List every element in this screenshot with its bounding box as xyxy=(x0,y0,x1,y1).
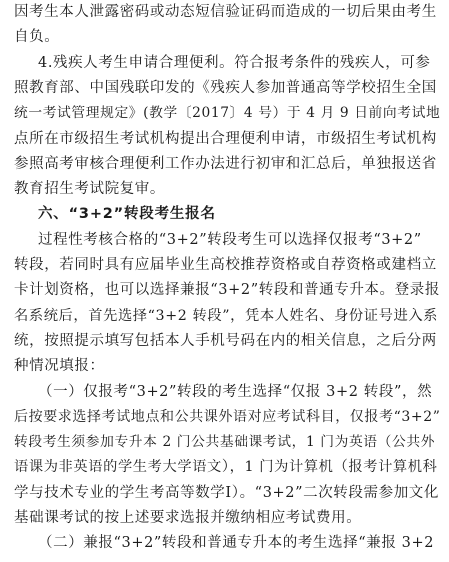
text-line: 照教育部、中国残联印发的《残疾人参加普通高等学校招生全国 xyxy=(14,79,437,96)
text-line: 过程性考核合格的“3+2”转段考生可以选择仅报考“3+2” xyxy=(38,231,422,248)
text-line: 卡计划资格，也可以选择兼报“3+2”转段和普通专升本。登录报 xyxy=(14,282,440,299)
text-line: 统，按照提示填写包括本人手机号码在内的相关信息，之后分两 xyxy=(14,332,437,349)
text-line: 转段考生须参加专升本 2 门公共基础课考试，1 门为英语（公共外 xyxy=(14,434,436,451)
text-line: 参照高考审核合理便利工作办法进行初审和汇总后，单独报送省 xyxy=(14,155,437,172)
text-line: 基础课考试的按上述要求选报并缴纳相应考试费用。 xyxy=(14,510,362,526)
text-line: 因考生本人泄露密码或动态短信验证码而造成的一切后果由考生 xyxy=(14,4,437,20)
text-line: （二）兼报“3+2”转段和普通专升本的考生选择“兼报 3+2 xyxy=(38,535,435,552)
text-line: （一）仅报考“3+2”转段的考生选择“仅报 3+2 转段”，然 xyxy=(38,383,433,400)
text-line: 统一考试管理规定》(教学〔2017〕4 号）于 4 月 9 日前向考试地 xyxy=(14,105,441,122)
text-line: 后按要求选择考试地点和公共课外语对应考试科目，仅报考“3+2” xyxy=(14,408,441,425)
text-line: 语课为非英语的学生考大学语文），1 门为计算机（报考计算机科 xyxy=(14,459,438,476)
text-line: 转段，若同时具有应届毕业生高校推荐资格或自荐资格或建档立 xyxy=(14,257,437,273)
text-line: 名系统后，首先选择“3+2 转段”，凭本人姓名、身份证号进入系 xyxy=(14,307,439,324)
text-line: 教育招生考试院复审。 xyxy=(14,181,165,198)
text-line: 自负。 xyxy=(14,29,60,46)
section-heading: 六、“3+2”转段考生报名 xyxy=(38,206,216,223)
text-line: 学与技术专业的学生考高等数学Ⅰ）。“3+2”二次转段需参加文化 xyxy=(14,484,440,501)
text-line: 4.残疾人考生申请合理便利。符合报考条件的残疾人，可参 xyxy=(38,54,431,71)
text-line: 种情况填报： xyxy=(14,358,105,375)
text-line: 点所在市级招生考试机构提出合理便利申请，市级招生考试机构 xyxy=(14,130,437,147)
